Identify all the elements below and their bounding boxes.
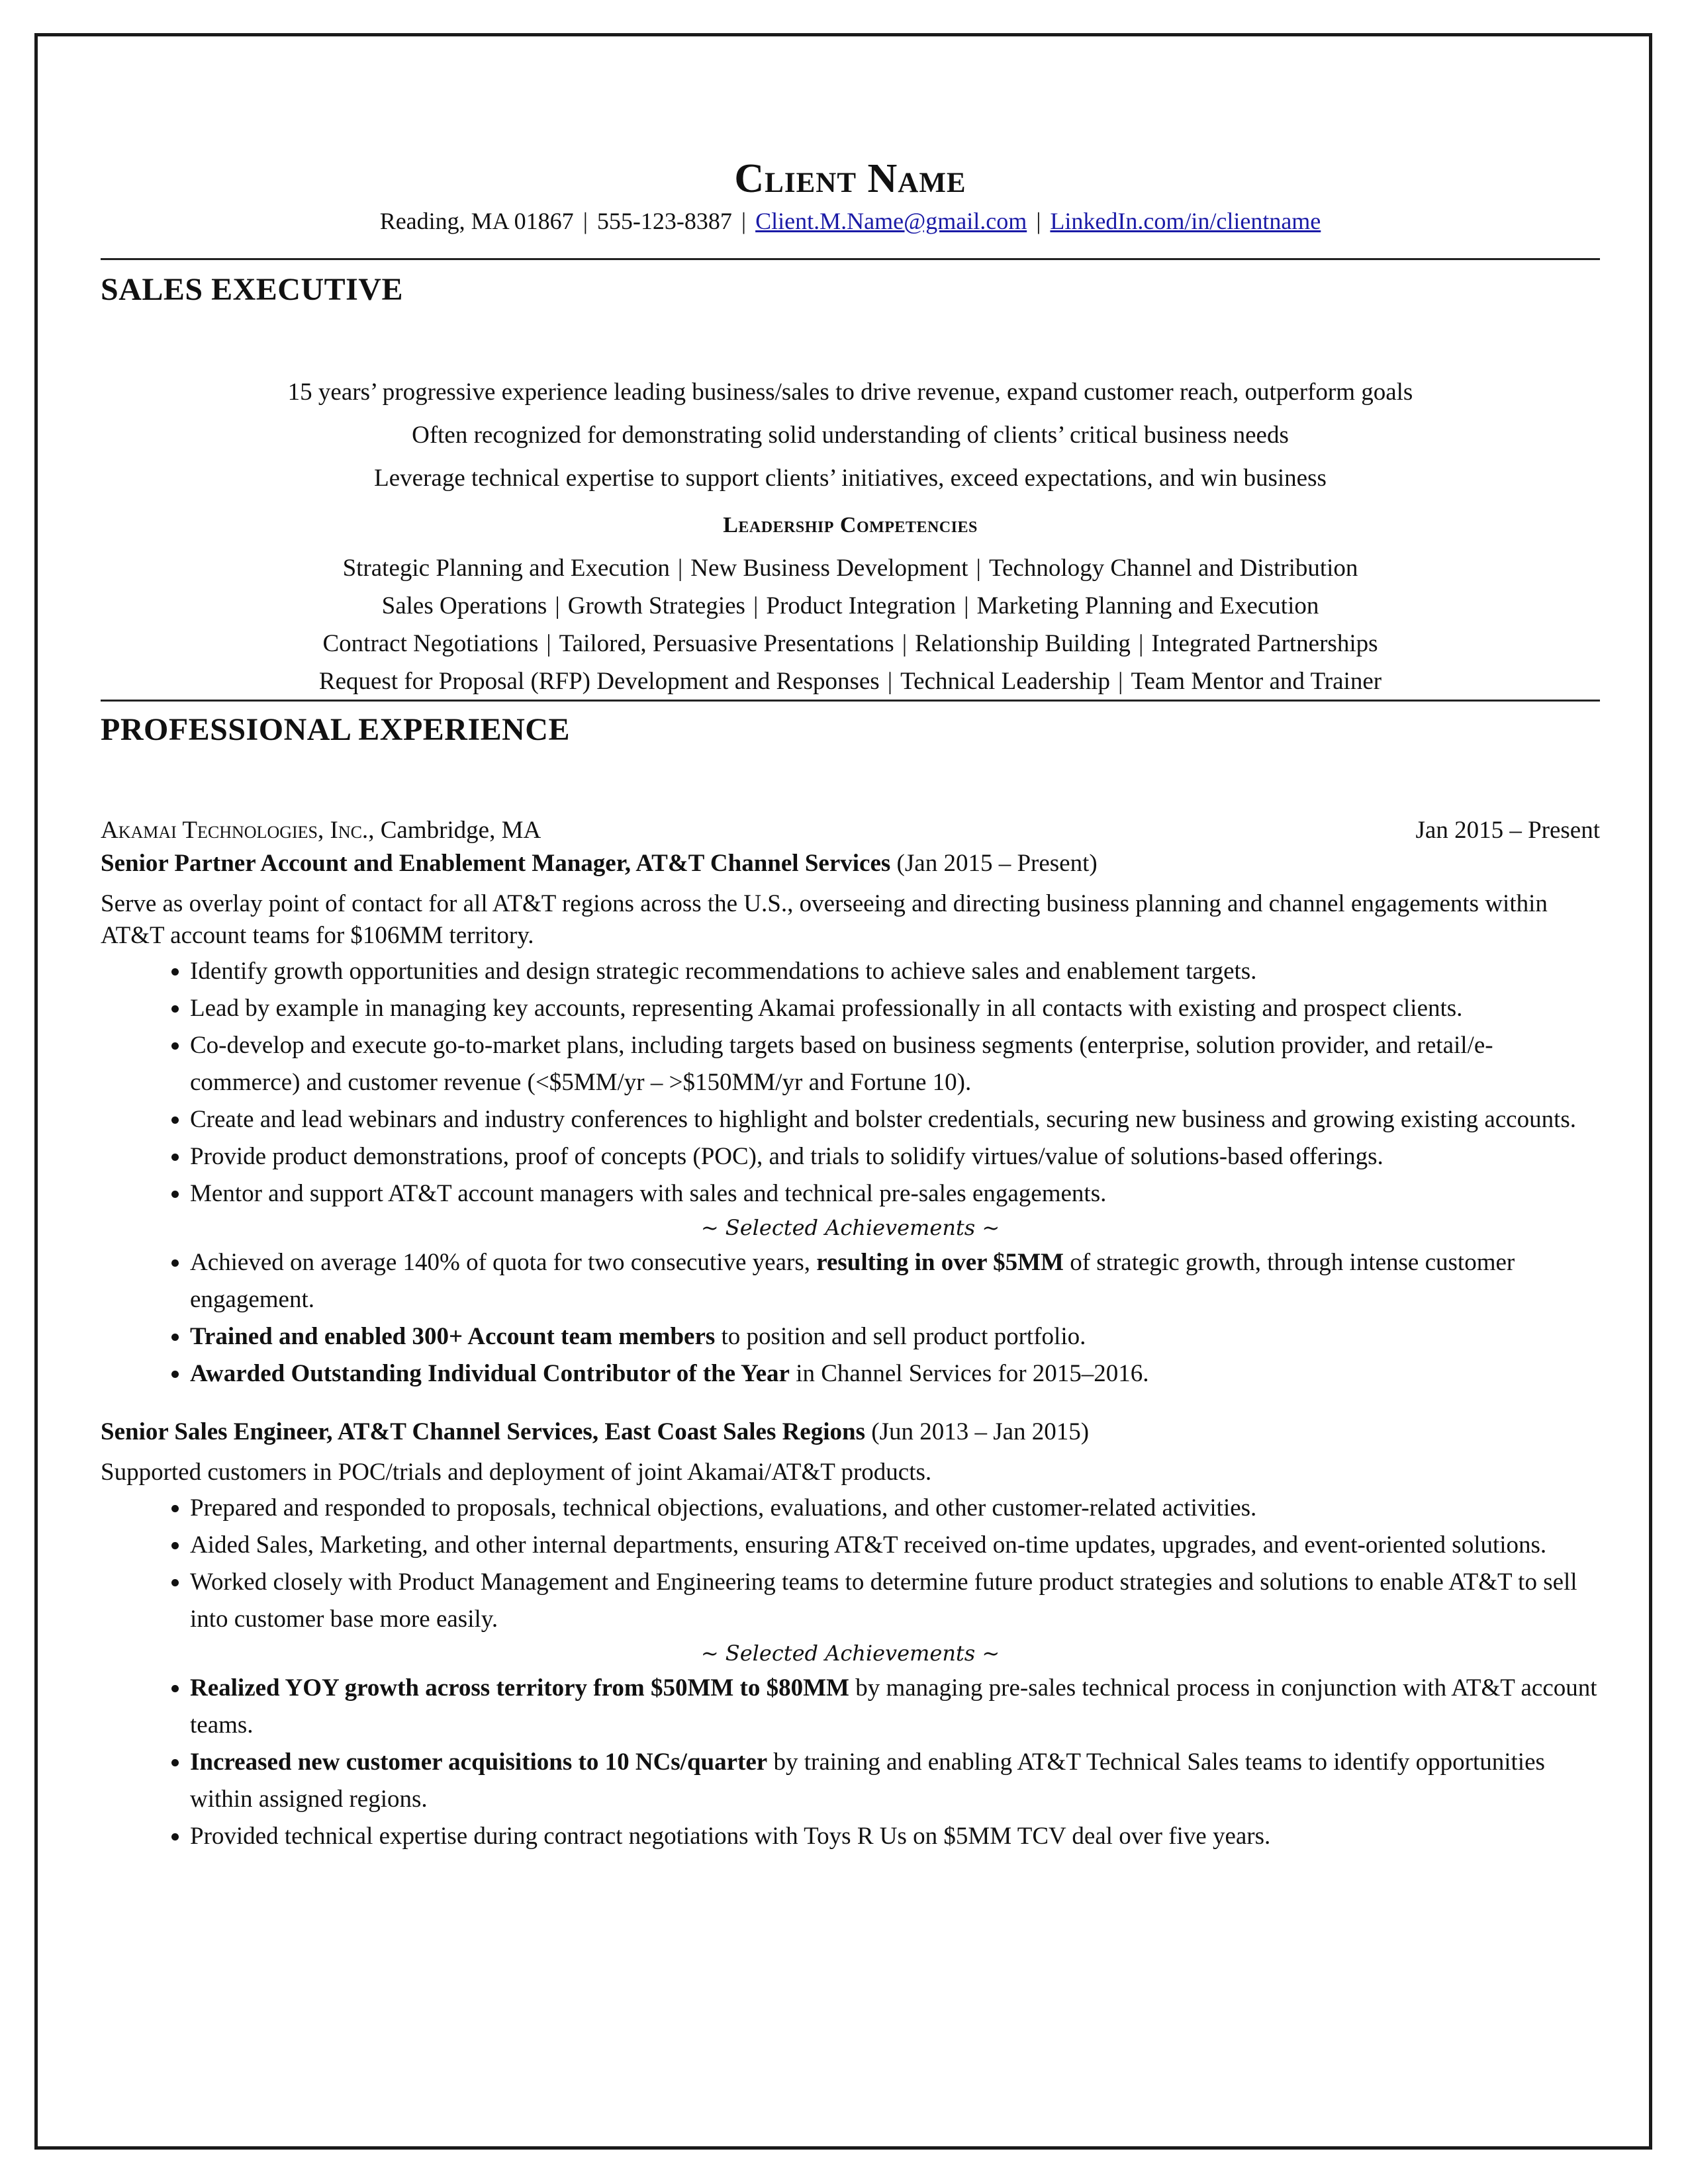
competency-separator: | [976,555,981,582]
responsibility-item [190,1138,1600,1175]
competency-item: Marketing Planning and Execution [976,592,1319,619]
competency-item: Technical Leadership [900,668,1111,695]
competency-item: Strategic Planning and Execution [342,555,670,582]
competency-separator: | [546,630,551,657]
role-description: Serve as overlay point of contact for all AT&T regions across the U.S., overseeing and directing business planning and channel engagements within AT&T account teams for $106MM territory. [101,890,1548,949]
competency-item: Request for Proposal (RFP) Development and Responses [318,668,880,695]
responsibility-list [101,953,1600,1212]
achievement-item [190,1670,1600,1744]
competency-item: Growth Strategies [567,592,745,619]
summary-title: SALES EXECUTIVE [101,272,403,307]
selected-achievements-label: ~ Selected Achievements ~ [700,1215,1000,1240]
role-description: Supported customers in POC/trials and deployment of joint Akamai/AT&T products. [101,1459,932,1486]
role-dates: (Jan 2015 – Present) [890,850,1098,877]
achievement-highlight: Realized YOY growth across territory from $50MM to $80MM [190,1674,849,1702]
resume-page [34,33,1652,2150]
competency-separator: | [964,592,969,619]
responsibility-text: Worked closely with Product Management and Engineering teams to determine future product strategies and solutions to enable AT&T to sell into customer base more easily. [190,1569,1577,1633]
achievement-text: Provided technical expertise during contract negotiations with Toys R Us on $5MM TCV deal over five years. [190,1823,1271,1850]
competency-item: Sales Operations [381,592,547,619]
competency-separator: | [1118,668,1123,695]
responsibility-text: Aided Sales, Marketing, and other internal departments, ensuring AT&T received on-time updates, upgrades, and event-oriented solutions. [190,1531,1547,1559]
achievement-list [101,1670,1600,1855]
competency-item: Contract Negotiations [322,630,539,657]
role-title [101,847,1600,880]
responsibility-item [190,1101,1600,1138]
achievement-text: Achieved on average 140% of quota for two consecutive years, [190,1249,817,1276]
responsibility-item [190,1564,1600,1638]
responsibility-text: Co-develop and execute go-to-market plans, including targets based on business segments (enterprise, solution provider, and retail/e-commerce) and customer revenue (<$5MM/yr – >$150MM/yr and Fortune 10). [190,1032,1493,1096]
contact-phone: 555-123-8387 [596,208,732,234]
contact-separator: | [741,208,747,234]
achievement-text: of strategic growth, through intense customer engagement. [190,1249,1515,1313]
achievement-item [190,1244,1600,1318]
achievement-item [190,1318,1600,1355]
competency-row [101,662,1600,700]
responsibility-text: Provide product demonstrations, proof of concepts (POC), and trials to solidify virtues/value of solutions-based offerings. [190,1143,1383,1170]
achievement-text: by managing pre-sales technical process in conjunction with AT&T account teams. [190,1674,1597,1739]
role-title [101,1416,1600,1449]
achievement-text: by training and enabling AT&T Technical Sales teams to identify opportunities within assigned regions. [190,1749,1545,1813]
contact-city: Reading, MA 01867 [379,208,574,234]
linkedin-link[interactable]: LinkedIn.com/in/clientname [1050,208,1321,234]
competency-separator: | [902,630,908,657]
company-row [101,814,1600,847]
responsibility-item [190,953,1600,990]
achievement-highlight: Trained and enabled 300+ Account team members [190,1323,716,1350]
competencies-list [101,549,1600,700]
competency-separator: | [887,668,893,695]
achievement-highlight: Awarded Outstanding Individual Contributor of the Year [190,1360,790,1387]
responsibility-text: Mentor and support AT&T account managers with sales and technical pre-sales engagements. [190,1180,1107,1207]
competency-item: Team Mentor and Trainer [1131,668,1382,695]
contact-separator: | [1036,208,1041,234]
responsibility-text: Create and lead webinars and industry conferences to highlight and bolster credentials, securing new business and growing existing accounts. [190,1106,1577,1133]
summary-line: Leverage technical expertise to support clients’ initiatives, exceed expectations, and win business [374,465,1327,492]
responsibility-text: Prepared and responded to proposals, technical objections, evaluations, and other customer-related activities. [190,1494,1257,1522]
responsibility-item [190,1527,1600,1564]
summary-line: 15 years’ progressive experience leading business/sales to drive revenue, expand customer reach, outperform goals [287,379,1413,406]
company-name: Akamai Technologies, Inc. [101,817,369,844]
competency-row [101,549,1600,587]
summary-lines [101,371,1600,500]
responsibility-item [190,1490,1600,1527]
competency-row [101,625,1600,662]
achievement-item [190,1744,1600,1818]
header-divider [101,258,1600,260]
competency-separator: | [753,592,759,619]
responsibility-item [190,1027,1600,1101]
summary-line: Often recognized for demonstrating solid understanding of clients’ critical business needs [412,422,1289,449]
achievement-item [190,1355,1600,1392]
client-name: Client Name [734,156,966,201]
competency-item: Tailored, Persuasive Presentations [559,630,894,657]
responsibility-text: Identify growth opportunities and design strategic recommendations to achieve sales and enablement targets. [190,958,1257,985]
role-dates: (Jun 2013 – Jan 2015) [865,1418,1090,1445]
responsibility-text: Lead by example in managing key accounts, representing Akamai professionally in all contacts with existing and prospect clients. [190,995,1463,1022]
experience-title: PROFESSIONAL EXPERIENCE [101,712,570,747]
competency-item: Integrated Partnerships [1151,630,1378,657]
achievement-list [101,1244,1600,1392]
role-gap [101,1392,1600,1416]
role-name: Senior Sales Engineer, AT&T Channel Services, East Coast Sales Regions [101,1418,865,1445]
company-location: , Cambridge, MA [368,817,541,844]
role-name: Senior Partner Account and Enablement Manager, AT&T Channel Services [101,850,891,877]
contact-separator: | [583,208,588,234]
section-divider [101,700,1600,702]
experience-section [101,814,1600,1855]
competency-item: Technology Channel and Distribution [988,555,1358,582]
competencies-title: Leadership Competencies [723,513,978,537]
achievement-highlight: resulting in over $5MM [816,1249,1064,1276]
responsibility-item [190,990,1600,1027]
competency-separator: | [677,555,683,582]
competency-item: New Business Development [690,555,968,582]
competency-row [101,587,1600,625]
competency-item: Relationship Building [915,630,1131,657]
competency-separator: | [555,592,560,619]
responsibility-item [190,1175,1600,1212]
competency-item: Product Integration [766,592,957,619]
achievement-text: to position and sell product portfolio. [715,1323,1086,1350]
responsibility-list [101,1490,1600,1638]
achievement-highlight: Increased new customer acquisitions to 10 NCs/quarter [190,1749,768,1776]
company-dates: Jan 2015 – Present [1415,817,1600,844]
company-info [101,814,541,847]
competency-separator: | [1138,630,1144,657]
roles-list [101,847,1600,1855]
email-link[interactable]: Client.M.Name@gmail.com [755,208,1027,234]
achievement-item [190,1818,1600,1855]
selected-achievements-label: ~ Selected Achievements ~ [700,1641,1000,1666]
contact-line [101,207,1600,235]
achievement-text: in Channel Services for 2015–2016. [789,1360,1149,1387]
